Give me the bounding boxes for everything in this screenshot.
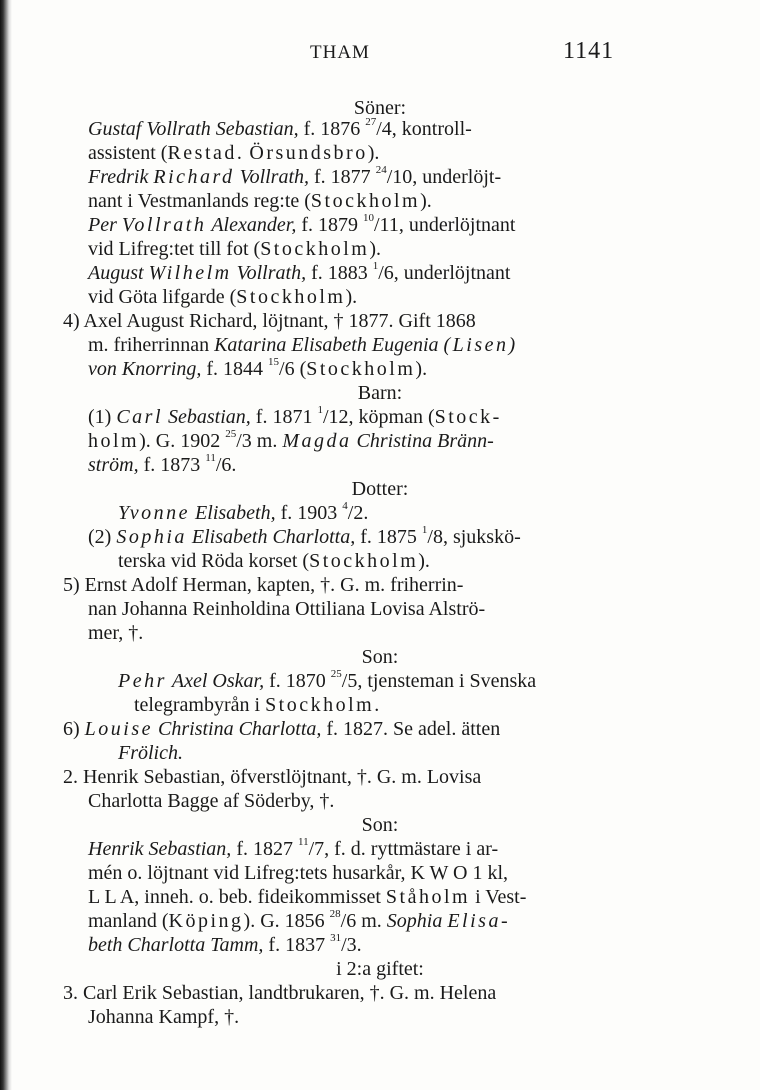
- entry-axel-line1: 4) Axel August Richard, löjtnant, † 1877. Gift 1868: [63, 310, 476, 332]
- entry-gustaf-line2: assistent (Restad. Örsundsbro).: [88, 142, 380, 164]
- entry-louise-line2: Frölich.: [118, 742, 183, 764]
- entry-henrik-junior-line3: L L A, inneh. o. beb. fideikommisset Ståholm i Vest-: [88, 886, 527, 908]
- entry-per-line2: vid Lifreg:tet till fot (Stockholm).: [88, 238, 382, 260]
- entry-henrik-junior-line4: manland (Köping). G. 1856 $^{28}$/6 m. Sophia Elisa-: [88, 908, 511, 932]
- entry-carl-erik-line1: 3. Carl Erik Sebastian, landtbrukaren, †. G. m. Helena: [63, 982, 497, 1004]
- entry-yvonne: Yvonne Elisabeth, f. 1903 $^4$/2.: [118, 500, 369, 524]
- entry-august-line1: August Wilhelm Vollrath, f. 1883 $^1$/6, underlöjtnant: [88, 260, 511, 284]
- entry-august-line2: vid Göta lifgarde (Stockholm).: [88, 286, 358, 308]
- entry-henrik-junior-line1: Henrik Sebastian, f. 1827 $^{11}$/7, f. d. ryttmästare i ar-: [88, 836, 499, 860]
- entry-carl-line2: holm). G. 1902 $^{25}$/3 m. Magda Christina Bränn-: [88, 428, 494, 452]
- running-head: THAM: [310, 42, 370, 63]
- entry-carl-line1: (1) Carl Sebastian, f. 1871 $^1$/12, köpman (Stock-: [88, 404, 502, 428]
- entry-pehr-line1: Pehr Axel Oskar, f. 1870 $^{25}$/5, tjensteman i Svenska: [118, 668, 537, 692]
- entry-per-line1: Per Vollrath Alexander, f. 1879 $^{10}$/11, underlöjtnant: [88, 212, 516, 236]
- entry-henrik-junior-line5: beth Charlotta Tamm, f. 1837 $^{31}$/3.: [88, 932, 362, 956]
- section-heading-soner: Söner:: [353, 97, 407, 119]
- entry-sophia-line2: terska vid Röda korset (Stockholm).: [118, 550, 430, 572]
- entry-pehr-line2: telegrambyrån i Stockholm.: [134, 694, 380, 716]
- entry-fredrik-line2: nant i Vestmanlands reg:te (Stockholm).: [88, 190, 432, 212]
- entry-fredrik-line1: Fredrik Richard Vollrath, f. 1877 $^{24}$/10, underlöjt-: [88, 164, 502, 188]
- page-number: 1141: [563, 38, 615, 64]
- book-spine-shadow: [0, 0, 12, 1090]
- section-heading-son-2: Son:: [361, 814, 399, 836]
- entry-gustaf-line1: Gustaf Vollrath Sebastian, f. 1876 $^{27}$/4, kontroll-: [88, 116, 472, 140]
- entry-ernst-line2: nan Johanna Reinholdina Ottiliana Lovisa Alströ-: [88, 598, 486, 620]
- entry-carl-erik-line2: Johanna Kampf, †.: [88, 1006, 240, 1028]
- section-heading-son: Son:: [361, 646, 399, 668]
- entry-henrik-senior-line2: Charlotta Bagge af Söderby, †.: [88, 790, 335, 812]
- entry-louise-line1: 6) Louise Christina Charlotta, f. 1827. Se adel. ätten: [63, 718, 501, 740]
- entry-axel-line2: m. friherrinnan Katarina Elisabeth Eugenia (Lisen): [88, 334, 518, 356]
- entry-henrik-junior-line2: mén o. löjtnant vid Lifreg:tets husarkår, K W O 1 kl,: [88, 862, 509, 884]
- section-heading-second-marriage: i 2:a giftet:: [336, 958, 424, 980]
- section-heading-barn: Barn:: [357, 382, 403, 404]
- entry-ernst-line3: mer, †.: [88, 622, 144, 644]
- entry-henrik-senior-line1: 2. Henrik Sebastian, öfverstlöjtnant, †. G. m. Lovisa: [63, 766, 482, 788]
- entry-ernst-line1: 5) Ernst Adolf Herman, kapten, †. G. m. friherrin-: [63, 574, 464, 596]
- section-heading-dotter: Dotter:: [351, 478, 409, 500]
- entry-sophia-line1: (2) Sophia Elisabeth Charlotta, f. 1875 $^1$/8, sjukskö-: [88, 524, 521, 548]
- page-header: [0, 38, 760, 68]
- entry-carl-line3: ström, f. 1873 $^{11}$/6.: [88, 452, 237, 476]
- entry-axel-line3: von Knorring, f. 1844 $^{15}$/6 (Stockholm).: [88, 356, 428, 380]
